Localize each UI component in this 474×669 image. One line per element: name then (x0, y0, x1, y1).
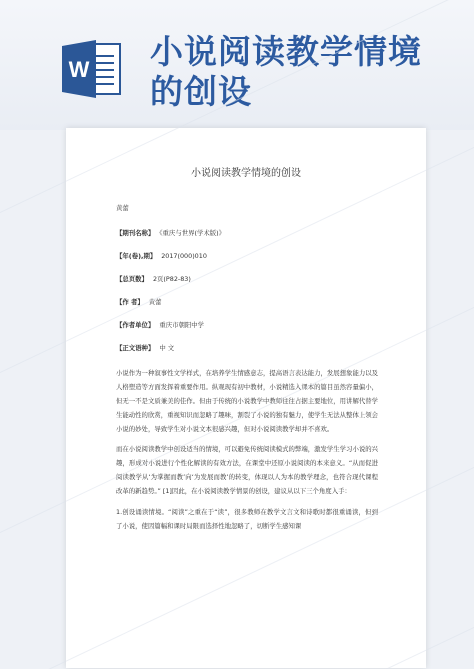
document-body (66, 203, 426, 533)
metadata-value: 黄蕾 (148, 298, 162, 306)
metadata-key: 【作 者】 (116, 298, 144, 306)
metadata-row-author (116, 297, 378, 306)
body-paragraph: 1.创设诵读情境。“阅读”之重在于“读”，很多教师在教学文言文和诗歌时都很重诵读，但到了小说，使因篇幅和课时局限而选择性地忽略了，切断学生感知课 (116, 507, 378, 530)
banner-title-line1: 小说阅读教学情境 (150, 32, 422, 71)
svg-text:W: W (68, 57, 90, 82)
metadata-row-affiliation (116, 320, 378, 329)
document-title: 小说阅读教学情境的创设 (191, 168, 301, 179)
metadata-key: 【作者单位】 (116, 321, 155, 329)
document-page (66, 128, 426, 668)
metadata-row-language (116, 343, 378, 352)
body-paragraph: 而在小说阅读教学中创设适当的情境，可以避免传统阅读模式的弊端，激发学生学习小说的兴趣，形成对小说进行个性化解读的有效方法，在课堂中还原小说阅读的本来意义。“从而促进阅读教学从‘为掌握而教’向‘为发展而教’的转变，体现以人为本的教学理念，也符合现代课程改革的新趋势。” [1]因此，在小说阅读教学情景的创设，建议从以下三个角度入手： (116, 445, 379, 496)
metadata-value: 2017(000)010 (161, 252, 207, 260)
banner-title (150, 32, 470, 112)
metadata-row-journal (116, 228, 378, 237)
body-paragraph: 小说作为一种叙事性文学样式，在培养学生情感意志，提高语言表达能力，发展想象能力以及人格塑造等方面发挥着重要作用。纵观现有初中教材，小说精选入课本的篇目虽然容量偏小，但无一不是文质兼美的佳作。但由于传统的小说教学中教师往往占据主要地位，用讲解代替学生能动性的欣赏，重视知识而忽略了趣味，割裂了小说的独有魅力，使学生无法从整体上领会小说的妙处，导致学生对小说文本很感兴趣，但对小说阅读教学却并不喜欢。 (116, 369, 379, 433)
metadata-key: 【总页数】 (116, 275, 148, 283)
metadata-key: 【期刊名称】 (116, 229, 155, 237)
banner-title-line2: 的创设 (150, 72, 252, 111)
word-icon (62, 38, 124, 100)
banner (0, 0, 474, 130)
metadata-key: 【年(卷),期】 (116, 252, 157, 260)
document-author: 黄蕾 (116, 204, 129, 212)
metadata-list (116, 228, 378, 352)
metadata-key: 【正文语种】 (116, 344, 155, 352)
metadata-row-pages (116, 274, 378, 283)
metadata-row-issue (116, 251, 378, 260)
metadata-value: 重庆市朝阳中学 (159, 321, 205, 329)
metadata-value: 2页(P82-83) (152, 275, 191, 283)
metadata-value: 中 文 (159, 344, 175, 352)
metadata-value: 《重庆与世界(学术版)》 (159, 229, 226, 237)
